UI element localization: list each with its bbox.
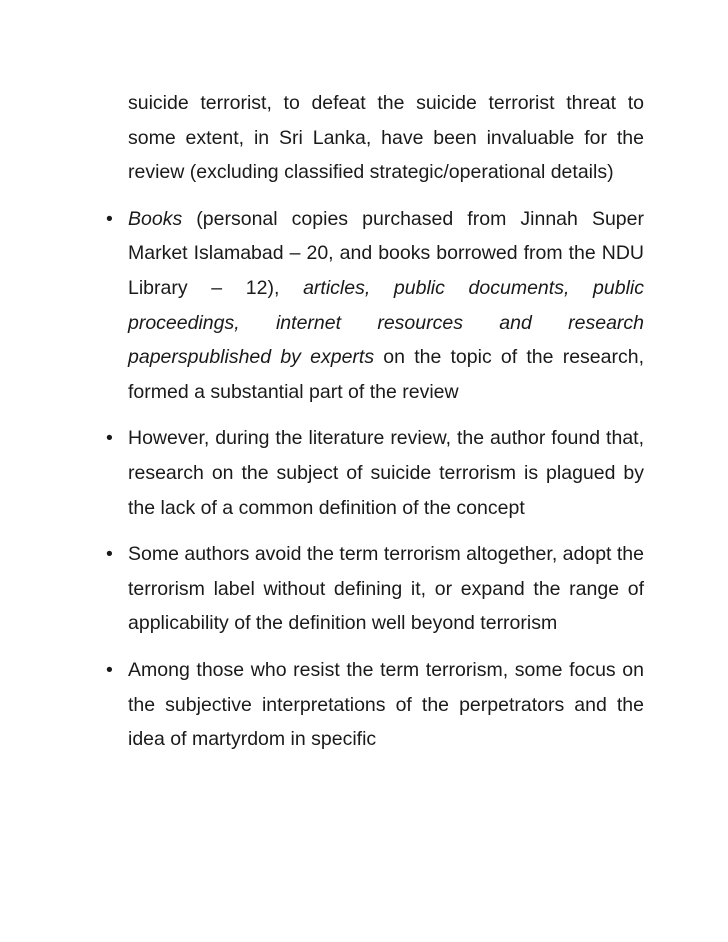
paragraph-text: Some authors avoid the term terrorism altogether, adopt the terrorism label without defining it, or expand the range of applicability of the definition well beyond terrorism bbox=[128, 543, 644, 635]
paragraph-text-italic: articles, public documents, public proceedings, internet resources and research paperspublished by experts bbox=[128, 276, 644, 369]
paragraph-continuation bbox=[106, 86, 644, 190]
paragraph-text: However, during the literature review, the author found that, research on the subject of suicide terrorism is plagued by the lack of a common definition of the concept bbox=[128, 427, 644, 519]
paragraph-text: on the topic of the research, formed a substantial part of the review bbox=[128, 346, 644, 403]
bullet-item-definition-problem bbox=[106, 421, 644, 525]
document-body bbox=[106, 86, 644, 769]
bullet-icon: • bbox=[106, 543, 113, 566]
paragraph-text-italic: Books bbox=[128, 207, 183, 230]
paragraph-text: Among those who resist the term terrorism, some focus on the subjective interpretations of the perpetrators and the idea of martyrdom in specific bbox=[128, 658, 644, 751]
paragraph-text: (personal copies purchased from Jinnah Super Market Islamabad – 20, and books borrowed from the NDU Library – 12), bbox=[128, 207, 644, 299]
bullet-item-sources bbox=[106, 202, 644, 410]
bullet-icon: • bbox=[106, 427, 113, 450]
bullet-item-authors-avoid bbox=[106, 537, 644, 641]
bullet-icon: • bbox=[106, 658, 113, 681]
paragraph-text: suicide terrorist, to defeat the suicide terrorist threat to some extent, in Sri Lanka, have been invaluable for the review (excluding classified strategic/operational details) bbox=[128, 92, 644, 184]
bullet-icon: • bbox=[106, 207, 113, 230]
bullet-item-resist-term bbox=[106, 653, 644, 757]
